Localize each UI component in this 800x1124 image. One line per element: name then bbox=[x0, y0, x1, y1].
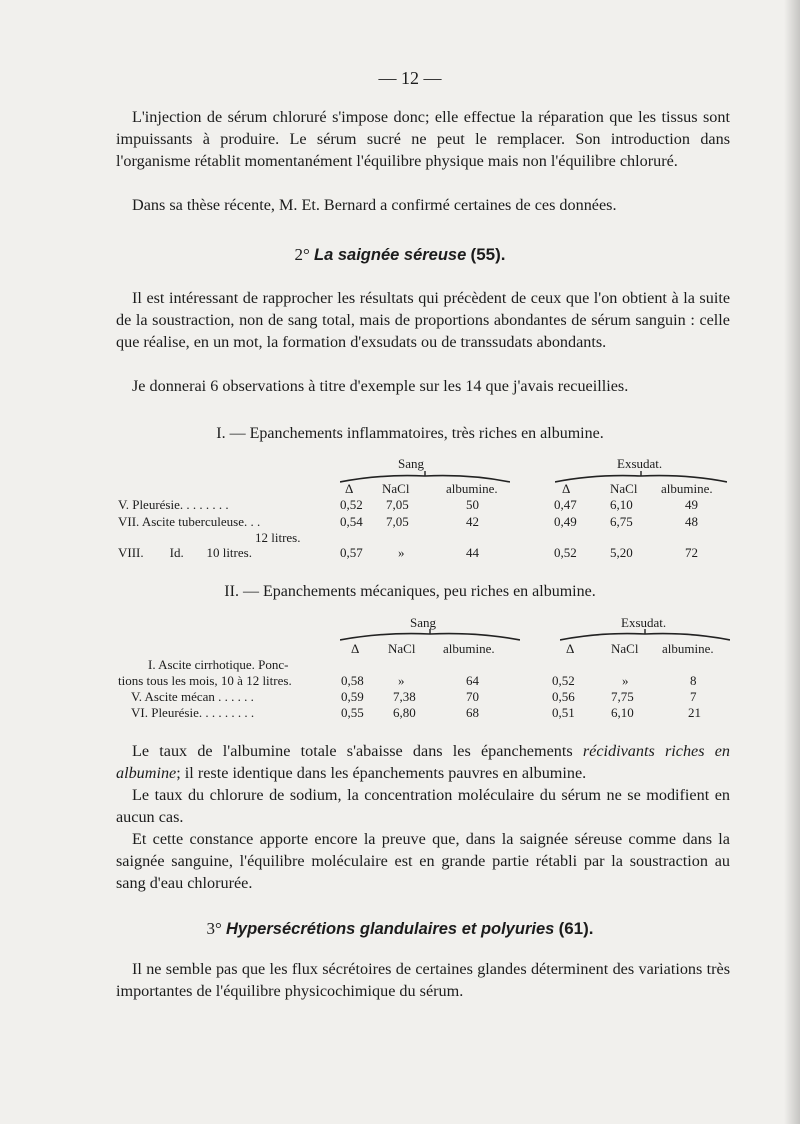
table-1-row-2-v1: 0,54 bbox=[340, 514, 363, 529]
table-2-row-3-v4: 0,51 bbox=[552, 705, 575, 720]
table-1-row-2-v6: 48 bbox=[685, 514, 698, 529]
table-1-row-1-label: V. Pleurésie. . . . . . . . bbox=[118, 497, 229, 512]
table-2-col-albumine-2: albumine. bbox=[662, 641, 714, 656]
table-1-row-2-label: VII. Ascite tuberculeuse. . . bbox=[118, 514, 261, 529]
table-1-row-1-v1: 0,52 bbox=[340, 497, 363, 512]
table-1-group-sang: Sang bbox=[398, 456, 424, 471]
table-2-row-1-v1: 0,58 bbox=[341, 673, 364, 688]
table-1-row-1-v2: 7,05 bbox=[386, 497, 409, 512]
table-1-col-nacl-1: NaCl bbox=[382, 481, 410, 496]
table-1-col-delta-2: Δ bbox=[562, 481, 571, 496]
table-2-row-3-v2: 6,80 bbox=[393, 705, 416, 720]
table-2-brace-sang bbox=[340, 628, 520, 642]
table-2-row-1-v5: » bbox=[622, 673, 629, 688]
table-2-brace-exsudat bbox=[560, 628, 730, 642]
table-2-col-delta-1: Δ bbox=[351, 641, 360, 656]
table-2-row-1-v2: » bbox=[398, 673, 405, 688]
section-2-paragraph-2-text: Je donnerai 6 observations à titre d'exemple sur les 14 que j'avais recueillies. bbox=[132, 377, 629, 395]
after-paragraph-1-emphasis: récidivants riches en albumine bbox=[116, 742, 730, 782]
table-2-col-delta-2: Δ bbox=[566, 641, 575, 656]
table-2-row-1-v6: 8 bbox=[690, 673, 697, 688]
table-1-col-delta-1: Δ bbox=[345, 481, 354, 496]
table-1-row-2-extra: 12 litres. bbox=[255, 530, 301, 545]
table-1-row-3-v6: 72 bbox=[685, 545, 698, 560]
table-2-caption: II. — Epanchements mécaniques, peu riches en albumine. bbox=[224, 583, 596, 600]
table-1-row-1-v6: 49 bbox=[685, 497, 698, 512]
section-3-number: 3° bbox=[206, 919, 222, 938]
table-2-col-nacl-1: NaCl bbox=[388, 641, 416, 656]
table-1-row-3-v1: 0,57 bbox=[340, 545, 363, 560]
table-1-row-3-v4: 0,52 bbox=[554, 545, 577, 560]
table-2-row-2-v5: 7,75 bbox=[611, 689, 634, 704]
section-3-paragraph-1 bbox=[116, 958, 730, 1002]
table-2-row-3-v6: 21 bbox=[688, 705, 701, 720]
table-1-row-1-v5: 6,10 bbox=[610, 497, 633, 512]
after-paragraph-3-text: Et cette constance apporte encore la preuve que, dans la saignée séreuse comme dans la saignée sanguine, l'équilibre moléculaire est en grande partie rétabli par la soustraction au sang d'eau chlorurée. bbox=[116, 830, 730, 892]
table-2-row-3-label: VI. Pleurésie. . . . . . . . . bbox=[131, 705, 255, 720]
table-2-row-2-label: V. Ascite mécan . . . . . . bbox=[131, 689, 254, 704]
after-paragraph-3 bbox=[116, 828, 730, 894]
table-2-row-1-v3: 64 bbox=[466, 673, 479, 688]
table-1-group-exsudat: Exsudat. bbox=[617, 456, 663, 471]
table-1-row-2-v4: 0,49 bbox=[554, 514, 577, 529]
table-2-col-nacl-2: NaCl bbox=[611, 641, 639, 656]
after-paragraph-1-text-a: Le taux de l'albumine totale s'abaisse dans les épanchements bbox=[132, 742, 583, 760]
table-2-row-2-v6: 7 bbox=[690, 689, 697, 704]
table-1-caption: I. — Epanchements inflammatoires, très riches en albumine. bbox=[216, 425, 604, 442]
table-1-row-2-v3: 42 bbox=[466, 514, 479, 529]
table-2-group-exsudat: Exsudat. bbox=[621, 615, 667, 630]
table-1-row-3-v2: » bbox=[398, 545, 405, 560]
table-2-row-2-v4: 0,56 bbox=[552, 689, 575, 704]
table-1-row-1-v4: 0,47 bbox=[554, 497, 577, 512]
page-number: — 12 — bbox=[378, 68, 442, 88]
section-2-ref: (55). bbox=[470, 245, 506, 264]
section-3-heading bbox=[0, 919, 800, 939]
table-2-row-2-v2: 7,38 bbox=[393, 689, 416, 704]
section-3-ref: (61). bbox=[558, 919, 594, 938]
table-1-row-2-v2: 7,05 bbox=[386, 514, 409, 529]
table-2-row-2-v3: 70 bbox=[466, 689, 479, 704]
table-2-row-3-v5: 6,10 bbox=[611, 705, 634, 720]
table-1-row-1-v3: 50 bbox=[466, 497, 479, 512]
table-2-row-3-v3: 68 bbox=[466, 705, 479, 720]
section-2-title: La saignée séreuse bbox=[314, 246, 467, 264]
table-1-col-nacl-2: NaCl bbox=[610, 481, 638, 496]
table-1-row-3-v3: 44 bbox=[466, 545, 479, 560]
table-2-row-3-v1: 0,55 bbox=[341, 705, 364, 720]
table-2-row-1-v4: 0,52 bbox=[552, 673, 575, 688]
table-2-row-1-label: I. Ascite cirrhotique. Ponc- bbox=[148, 657, 289, 672]
after-paragraph-1-text-b: ; il reste identique dans les épanchements pauvres en albumine. bbox=[176, 764, 587, 782]
section-2-paragraph-1-text: Il est intéressant de rapprocher les résultats qui précèdent de ceux que l'on obtient à la suite de la soustraction, non de sang total, mais de proportions abondantes de sérum sanguin : celle que réalise, en un mot, la formation d'exsudats ou de transsudats abondants. bbox=[116, 289, 730, 351]
section-2-number: 2° bbox=[294, 245, 310, 264]
table-2-group-sang: Sang bbox=[410, 615, 436, 630]
table-1-row-3-label: VIII. Id. 10 litres. bbox=[118, 545, 252, 560]
after-paragraph-1 bbox=[116, 740, 730, 784]
intro-paragraph-1-text: L'injection de sérum chloruré s'impose donc; elle effectue la réparation que les tissus sont impuissants à produire. Le sérum sucré ne peut le remplacer. Son introduction dans l'organisme rétablit momentanément l'équilibre physique mais non l'équilibre chloruré. bbox=[116, 108, 730, 170]
intro-paragraph-2-text: Dans sa thèse récente, M. Et. Bernard a confirmé certaines de ces données. bbox=[132, 196, 617, 214]
table-1-row-2-v5: 6,75 bbox=[610, 514, 633, 529]
section-3-title: Hypersécrétions glandulaires et polyuries bbox=[226, 920, 555, 938]
section-3-paragraph-1-text: Il ne semble pas que les flux sécrétoires de certaines glandes déterminent des variations très importantes de l'équilibre physicochimique du sérum. bbox=[116, 960, 730, 1000]
after-paragraph-2 bbox=[116, 784, 730, 828]
table-1-col-albumine-2: albumine. bbox=[661, 481, 713, 496]
table-1-row-3-v5: 5,20 bbox=[610, 545, 633, 560]
table-2-row-1-label-2: tions tous les mois, 10 à 12 litres. bbox=[118, 673, 292, 688]
table-2-row-2-v1: 0,59 bbox=[341, 689, 364, 704]
after-paragraph-2-text: Le taux du chlorure de sodium, la concentration moléculaire du sérum ne se modifient en aucun cas. bbox=[116, 786, 730, 826]
table-2-col-albumine-1: albumine. bbox=[443, 641, 495, 656]
table-1-col-albumine-1: albumine. bbox=[446, 481, 498, 496]
